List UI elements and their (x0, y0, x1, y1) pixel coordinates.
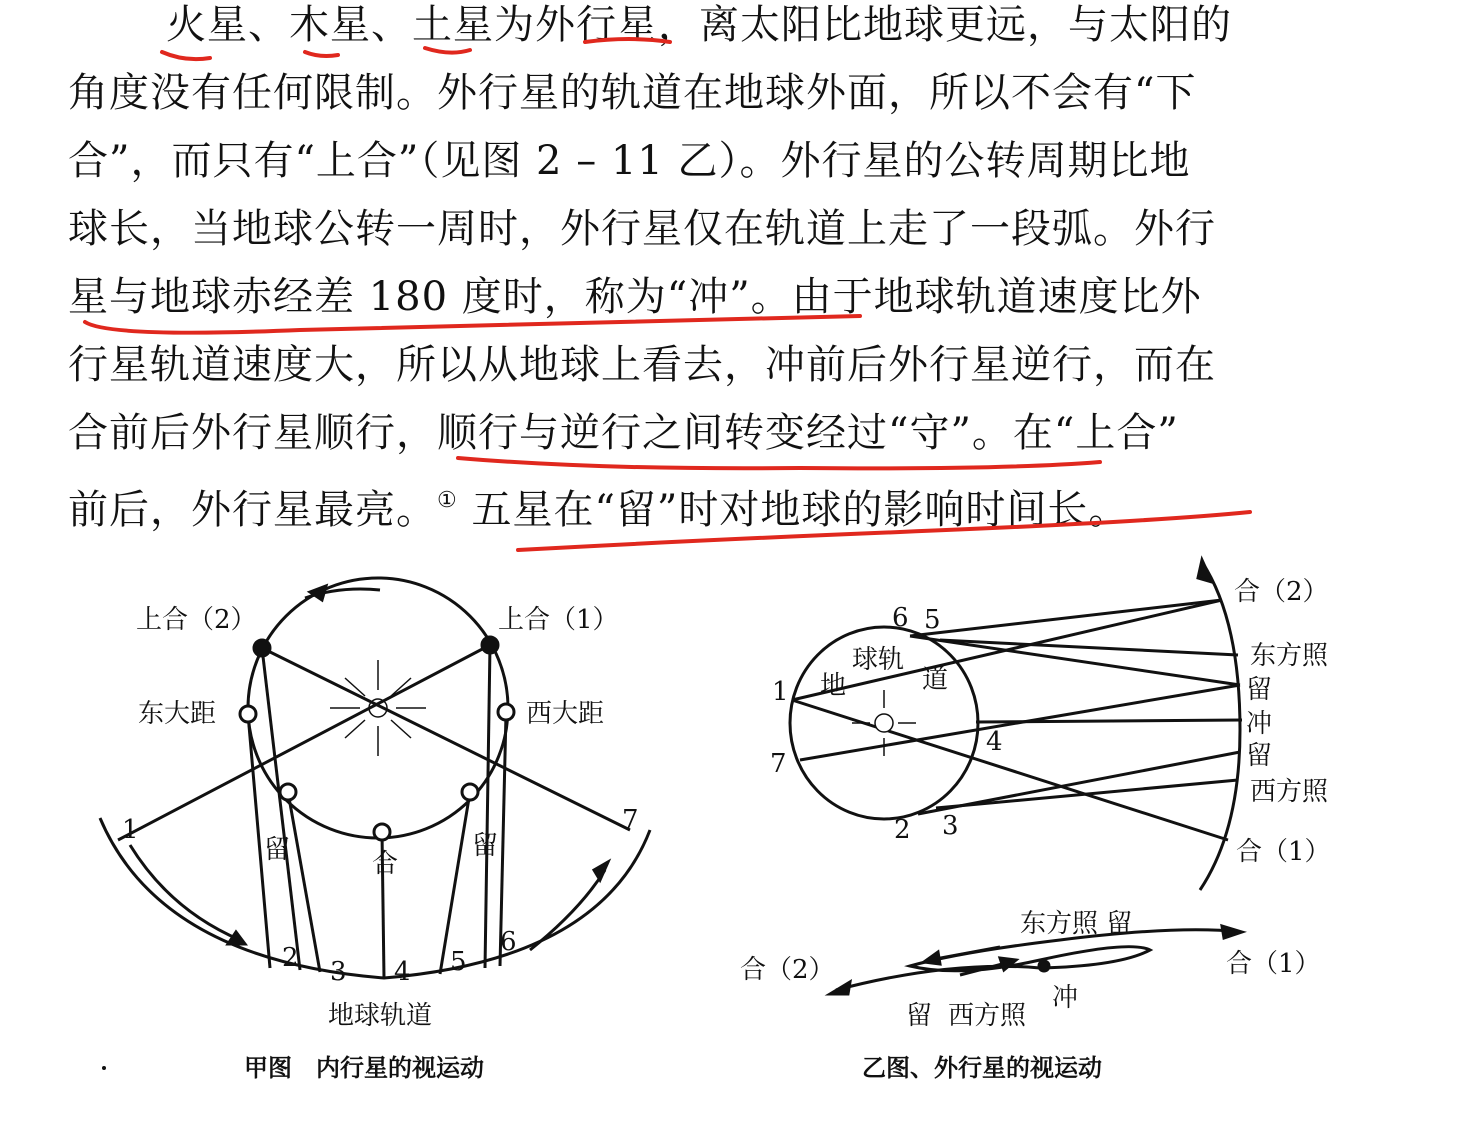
outer-planet-arc (1200, 562, 1240, 890)
label-path-opposition: 冲 (1052, 983, 1079, 1013)
label-path-west-quad: 西方照 (948, 1001, 1027, 1031)
label-path-conj-2: 合（2） (740, 955, 835, 985)
arrow-top-head (310, 586, 326, 600)
planet-upper-conj-2 (254, 640, 270, 656)
underline-jupiter (305, 52, 338, 56)
text-line-6: 行星轨道速度大，所以从地球上看去，冲前后外行星逆行，而在 (68, 342, 1216, 388)
underline-stationary (458, 458, 1100, 468)
label-east-quad: 东方照 (1250, 641, 1329, 671)
underline-mars (162, 52, 210, 59)
label-upper-conj-1: 上合（1） (498, 605, 619, 635)
label-orbit-qiugui: 球轨 (852, 645, 905, 675)
arrow-left-arc (130, 845, 240, 940)
label-opposition: 冲 (1246, 709, 1273, 739)
text-line-3: 合”，而只有“上合”（见图 2 – 11 乙）。外行星的公转周期比地 (68, 138, 1191, 184)
num-b-1: 1 (772, 677, 789, 707)
figure-b (790, 560, 1242, 994)
label-conj: 合 (372, 849, 399, 879)
num-a-4: 4 (394, 957, 411, 987)
sight-line-6b (485, 645, 490, 968)
planet-conj (374, 824, 390, 840)
label-stat-2: 留 (1246, 741, 1273, 771)
figure-a (100, 578, 650, 978)
b-line-3-westquad (936, 780, 1238, 808)
stray-dot (102, 1066, 106, 1070)
planet-stat-right (462, 784, 478, 800)
sun-icon-b (852, 690, 916, 756)
underline-saturn (425, 48, 470, 53)
footnote-marker: ① (437, 488, 458, 513)
planet-upper-conj-1 (482, 637, 498, 653)
label-earth-orbit: 地球轨道 (328, 1001, 433, 1031)
num-a-2: 2 (282, 943, 299, 973)
underline-influence (518, 512, 1250, 550)
num-a-6: 6 (500, 927, 517, 957)
label-west-elong: 西大距 (526, 699, 605, 729)
label-upper-conj-2: 上合（2） (136, 605, 257, 635)
label-stat-1: 留 (1246, 675, 1273, 705)
label-stat-right: 留 (472, 831, 499, 861)
label-path-east-quad-stat: 东方照 留 (1020, 909, 1133, 939)
underline-outer (585, 39, 670, 42)
sun-icon (330, 660, 426, 756)
num-b-4: 4 (986, 727, 1003, 757)
planet-east-elong (240, 706, 256, 722)
num-b-5: 5 (924, 605, 941, 635)
num-a-5: 5 (450, 947, 467, 977)
text-line-8b: 五星在“留”时对地球的影响时间长。 (457, 487, 1130, 533)
planet-west-elong (498, 704, 514, 720)
path-arrow-upper-head (924, 952, 940, 964)
text-line-8a: 前后，外行星最亮。 (68, 487, 437, 533)
text-line-1: 火星、木星、土星为外行星，离太阳比地球更远，与太阳的 (166, 2, 1232, 48)
label-orbit-di: 地 (820, 671, 847, 701)
label-west-quad: 西方照 (1250, 777, 1329, 807)
arrow-left-head (228, 932, 245, 944)
figure-b-labels (740, 577, 1331, 1082)
underline-opposition (85, 316, 860, 333)
earth-orbit-arc (100, 818, 650, 978)
label-conj-2: 合（2） (1234, 577, 1329, 607)
outer-arc-arrow (1198, 560, 1212, 582)
text-line-5: 星与地球赤经差 180 度时，称为“冲”。由于地球轨道速度比外 (68, 274, 1202, 320)
num-a-7: 7 (622, 805, 639, 835)
planet-stat-left (280, 784, 296, 800)
text-line-7: 合前后外行星顺行，顺行与逆行之间转变经过“守”。在“上合” (68, 410, 1179, 456)
num-b-6: 6 (892, 603, 909, 633)
opposition-dot (1039, 961, 1049, 971)
num-b-7: 7 (770, 749, 787, 779)
text-line-4: 球长，当地球公转一周时，外行星仅在轨道上走了一段弧。外行 (68, 206, 1216, 252)
sight-line-7 (262, 648, 630, 830)
caption-figure-b: 乙图、外行星的视运动 (862, 1054, 1102, 1082)
label-path-stat: 留 (906, 1001, 933, 1031)
num-a-1: 1 (122, 815, 139, 845)
caption-figure-a: 甲图 内行星的视运动 (244, 1054, 484, 1082)
label-stat-left: 留 (264, 835, 291, 865)
label-east-elong: 东大距 (138, 699, 217, 729)
path-arrow-right (1222, 926, 1242, 938)
label-orbit-dao: 道 (922, 665, 949, 695)
num-a-3: 3 (330, 957, 347, 987)
figure-a-labels (122, 605, 639, 1082)
num-b-2: 2 (894, 815, 911, 845)
b-line-6-conj2 (910, 600, 1222, 636)
label-conj-1: 合（1） (1236, 837, 1331, 867)
text-line-2: 角度没有任何限制。外行星的轨道在地球外面，所以不会有“下 (68, 70, 1197, 116)
label-path-conj-1: 合（1） (1226, 949, 1321, 979)
sight-line-1 (118, 645, 490, 840)
red-underlines (85, 39, 1250, 550)
num-b-3: 3 (942, 811, 959, 841)
